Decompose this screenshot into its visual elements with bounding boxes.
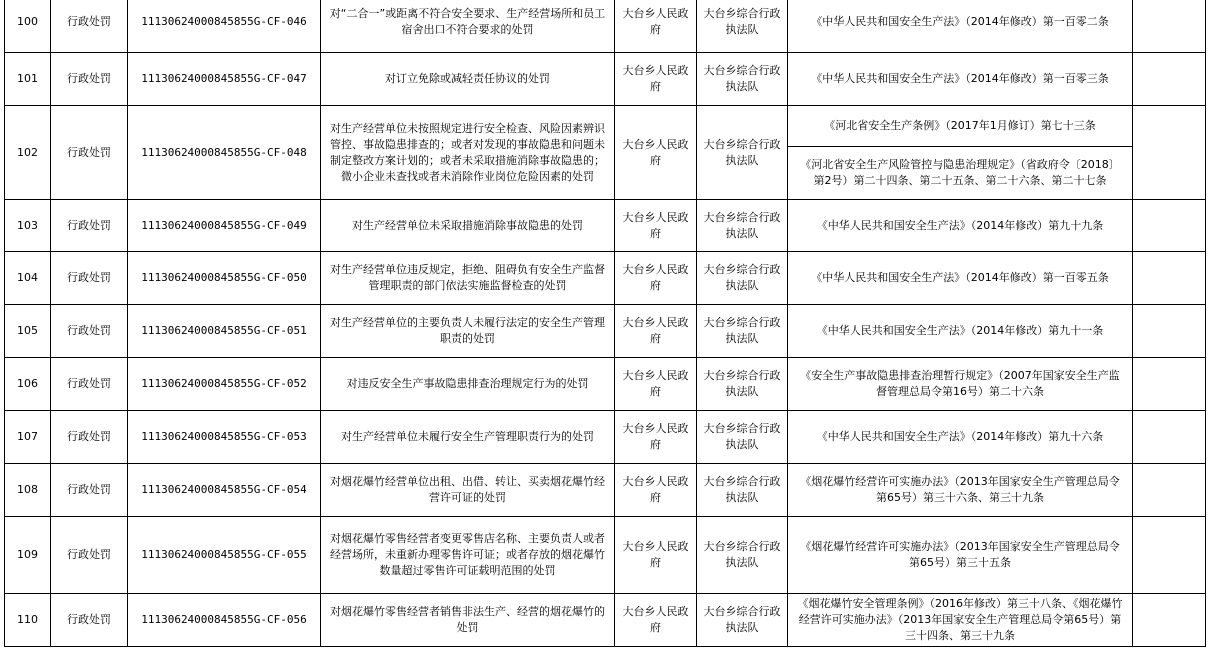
- cell-code: 11130624000845855G-CF-046: [128, 0, 321, 53]
- cell-subject: 大台乡人民政府: [615, 305, 697, 358]
- cell-executor: 大台乡综合行政执法队: [697, 106, 788, 200]
- cell-executor: 大台乡综合行政执法队: [697, 200, 788, 252]
- cell-type: 行政处罚: [51, 517, 128, 594]
- cell-number: 108: [5, 464, 51, 517]
- cell-description: 对生产经营单位的主要负责人未履行法定的安全生产管理职责的处罚: [321, 305, 615, 358]
- cell-description: 对生产经营单位违反规定，拒绝、阻碍负有安全生产监督管理职责的部门依法实施监督检查的处罚: [321, 252, 615, 305]
- cell-code: 11130624000845855G-CF-056: [128, 594, 321, 647]
- cell-legal-basis: 《中华人民共和国安全生产法》（2014年修改）第九十九条: [788, 200, 1133, 252]
- cell-code: 11130624000845855G-CF-052: [128, 358, 321, 411]
- cell-legal-basis: 《河北省安全生产条例》（2017年1月修订）第七十三条: [788, 106, 1133, 147]
- cell-remark: [1133, 411, 1206, 464]
- cell-number: 105: [5, 305, 51, 358]
- cell-subject: 大台乡人民政府: [615, 53, 697, 106]
- cell-remark: [1133, 358, 1206, 411]
- cell-remark: [1133, 106, 1206, 200]
- cell-subject: 大台乡人民政府: [615, 252, 697, 305]
- cell-legal-basis: 《中华人民共和国安全生产法》（2014年修改）第一百零三条: [788, 53, 1133, 106]
- cell-description: 对生产经营单位未履行安全生产管理职责行为的处罚: [321, 411, 615, 464]
- cell-subject: 大台乡人民政府: [615, 358, 697, 411]
- cell-number: 100: [5, 0, 51, 53]
- cell-executor: 大台乡综合行政执法队: [697, 464, 788, 517]
- cell-legal-basis: 《烟花爆竹经营许可实施办法》（2013年国家安全生产管理总局令第65号）第三十五条: [788, 517, 1133, 594]
- cell-remark: [1133, 200, 1206, 252]
- cell-subject: 大台乡人民政府: [615, 200, 697, 252]
- cell-type: 行政处罚: [51, 305, 128, 358]
- cell-description: 对烟花爆竹零售经营者销售非法生产、经营的烟花爆竹的处罚: [321, 594, 615, 647]
- cell-remark: [1133, 594, 1206, 647]
- cell-description: 对“二合一”或距离不符合安全要求、生产经营场所和员工宿舍出口不符合要求的处罚: [321, 0, 615, 53]
- cell-code: 11130624000845855G-CF-047: [128, 53, 321, 106]
- cell-remark: [1133, 517, 1206, 594]
- cell-legal-basis: 《中华人民共和国安全生产法》（2014年修改）第九十六条: [788, 411, 1133, 464]
- table-row: [5, 106, 1206, 147]
- table-row: [5, 411, 1206, 464]
- cell-description: 对订立免除或减轻责任协议的处罚: [321, 53, 615, 106]
- cell-type: 行政处罚: [51, 411, 128, 464]
- table-row: [5, 252, 1206, 305]
- cell-remark: [1133, 305, 1206, 358]
- table-row: [5, 464, 1206, 517]
- table-row: [5, 594, 1206, 647]
- cell-subject: 大台乡人民政府: [615, 411, 697, 464]
- cell-executor: 大台乡综合行政执法队: [697, 305, 788, 358]
- table-row: [5, 358, 1206, 411]
- cell-subject: 大台乡人民政府: [615, 594, 697, 647]
- cell-subject: 大台乡人民政府: [615, 106, 697, 200]
- cell-number: 102: [5, 106, 51, 200]
- cell-legal-basis: 《中华人民共和国安全生产法》（2014年修改）第九十一条: [788, 305, 1133, 358]
- cell-number: 101: [5, 53, 51, 106]
- cell-type: 行政处罚: [51, 464, 128, 517]
- cell-remark: [1133, 53, 1206, 106]
- cell-description: 对生产经营单位未采取措施消除事故隐患的处罚: [321, 200, 615, 252]
- cell-code: 11130624000845855G-CF-054: [128, 464, 321, 517]
- table-row: [5, 0, 1206, 53]
- cell-legal-basis: 《安全生产事故隐患排查治理暂行规定》（2007年国家安全生产监督管理总局令第16号）第二十六条: [788, 358, 1133, 411]
- table-row: [5, 200, 1206, 252]
- cell-number: 106: [5, 358, 51, 411]
- table-row: [5, 517, 1206, 594]
- cell-code: 11130624000845855G-CF-049: [128, 200, 321, 252]
- cell-executor: 大台乡综合行政执法队: [697, 0, 788, 53]
- cell-type: 行政处罚: [51, 252, 128, 305]
- cell-type: 行政处罚: [51, 358, 128, 411]
- cell-type: 行政处罚: [51, 0, 128, 53]
- cell-legal-basis: 《烟花爆竹经营许可实施办法》（2013年国家安全生产管理总局令第65号）第三十六条、第三十九条: [788, 464, 1133, 517]
- table-row: [5, 305, 1206, 358]
- cell-number: 110: [5, 594, 51, 647]
- cell-legal-basis: 《中华人民共和国安全生产法》（2014年修改）第一百零五条: [788, 252, 1133, 305]
- cell-executor: 大台乡综合行政执法队: [697, 53, 788, 106]
- cell-code: 11130624000845855G-CF-053: [128, 411, 321, 464]
- cell-description: 对烟花爆竹零售经营者变更零售店名称、主要负责人或者经营场所，未重新办理零售许可证；或者存放的烟花爆竹数量超过零售许可证载明范围的处罚: [321, 517, 615, 594]
- cell-description: 对生产经营单位未按照规定进行安全检查、风险因素辨识管控、事故隐患排查的；或者对发现的事故隐患和问题未制定整改方案计划的；或者未采取措施消除事故隐患的；微小企业未查找或者未消除作业岗位危险因素的处罚: [321, 106, 615, 200]
- authority-table: [4, 0, 1206, 647]
- cell-code: 11130624000845855G-CF-055: [128, 517, 321, 594]
- cell-code: 11130624000845855G-CF-051: [128, 305, 321, 358]
- cell-legal-basis: 《河北省安全生产风险管控与隐患治理规定》（省政府令〔2018〕第2号）第二十四条、第二十五条、第二十六条、第二十七条: [788, 147, 1133, 200]
- cell-executor: 大台乡综合行政执法队: [697, 252, 788, 305]
- cell-legal-basis: 《烟花爆竹安全管理条例》（2016年修改）第三十八条、《烟花爆竹经营许可实施办法》（2013年国家安全生产管理总局令第65号）第三十四条、第三十九条: [788, 594, 1133, 647]
- cell-type: 行政处罚: [51, 200, 128, 252]
- cell-number: 107: [5, 411, 51, 464]
- cell-description: 对违反安全生产事故隐患排查治理规定行为的处罚: [321, 358, 615, 411]
- cell-executor: 大台乡综合行政执法队: [697, 517, 788, 594]
- cell-remark: [1133, 464, 1206, 517]
- cell-legal-basis: 《中华人民共和国安全生产法》（2014年修改）第一百零二条: [788, 0, 1133, 53]
- table-row: [5, 53, 1206, 106]
- cell-remark: [1133, 252, 1206, 305]
- cell-code: 11130624000845855G-CF-048: [128, 106, 321, 200]
- cell-remark: [1133, 0, 1206, 53]
- cell-number: 109: [5, 517, 51, 594]
- cell-subject: 大台乡人民政府: [615, 0, 697, 53]
- cell-executor: 大台乡综合行政执法队: [697, 358, 788, 411]
- cell-executor: 大台乡综合行政执法队: [697, 594, 788, 647]
- cell-type: 行政处罚: [51, 53, 128, 106]
- cell-number: 104: [5, 252, 51, 305]
- cell-description: 对烟花爆竹经营单位出租、出借、转让、买卖烟花爆竹经营许可证的处罚: [321, 464, 615, 517]
- cell-type: 行政处罚: [51, 594, 128, 647]
- cell-code: 11130624000845855G-CF-050: [128, 252, 321, 305]
- cell-subject: 大台乡人民政府: [615, 464, 697, 517]
- cell-number: 103: [5, 200, 51, 252]
- cell-type: 行政处罚: [51, 106, 128, 200]
- cell-executor: 大台乡综合行政执法队: [697, 411, 788, 464]
- cell-subject: 大台乡人民政府: [615, 517, 697, 594]
